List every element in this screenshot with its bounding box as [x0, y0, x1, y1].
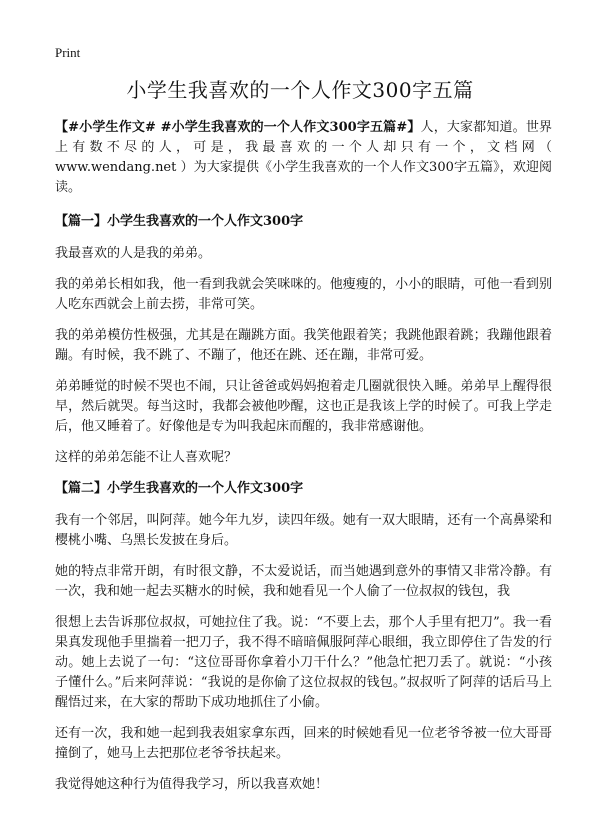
paragraph: 我最喜欢的人是我的弟弟。	[55, 246, 212, 261]
document-title: 小学生我喜欢的一个人作文300字五篇	[126, 78, 474, 102]
intro-text: 人，大家都知道。世界上有数不尽的人，可是，我最喜欢的一个人却只有一个，文档网（ www.wendang.net ）为大家提供《小学生我喜欢的一个人作文300字五篇》，欢迎阅读。	[55, 120, 552, 195]
intro-paragraph	[55, 118, 552, 198]
intro-tag: 【#小学生作文# #小学生我喜欢的一个人作文300字五篇#】	[55, 120, 421, 135]
section-heading-2: 【篇二】小学生我喜欢的一个人作文300字	[55, 481, 304, 496]
paragraph: 这样的弟弟怎能不让人喜欢呢？	[55, 450, 238, 465]
print-label: Print	[55, 45, 81, 60]
paragraph: 我的弟弟模仿性极强，尤其是在蹦跳方面。我笑他跟着笑；我跳他跟着跳；我蹦他跟着蹦。有时候，我不跳了、不蹦了，他还在跳、还在蹦，非常可爱。	[55, 328, 552, 363]
paragraph: 弟弟睡觉的时候不哭也不闹，只让爸爸或妈妈抱着走几圈就很快入睡。弟弟早上醒得很早，然后就哭。每当这时，我都会被他吵醒，这也正是我该上学的时候了。可我上学走后，他又睡着了。好像他是专为叫我起床而醒的，我非常感谢他。	[55, 379, 552, 434]
article-body	[55, 118, 552, 806]
paragraph: 还有一次，我和她一起到我表姐家拿东西，回来的时候她看见一位老爷爷被一位大哥哥撞倒了，她马上去把那位老爷爷扶起来。	[55, 726, 552, 761]
section-heading-1: 【篇一】小学生我喜欢的一个人作文300字	[55, 214, 304, 229]
paragraph: 我的弟弟长相如我，他一看到我就会笑咪咪的。他瘦瘦的，小小的眼睛，可他一看到别人吃东西就会上前去捞，非常可笑。	[55, 277, 552, 312]
paragraph: 很想上去告诉那位叔叔，可她拉住了我。说：“不要上去，那个人手里有把刀”。我一看果真发现他手里揣着一把刀子，我不得不暗暗佩服阿萍心眼细，我立即停住了告发的行动。她上去说了一句：“这位哥哥你拿着小刀干什么？”他急忙把刀丢了。就说：“小孩子懂什么。”后来阿萍说：“我说的是你偷了这位叔叔的钱包。”叔叔听了阿萍的话后马上醒悟过来，在大家的帮助下成功地抓住了小偷。	[55, 615, 552, 710]
paragraph: 我觉得她这种行为值得我学习，所以我喜欢她！	[55, 777, 329, 792]
paragraph: 我有一个邻居，叫阿萍。她今年九岁，读四年级。她有一双大眼睛，还有一个高鼻梁和樱桃小嘴、乌黑长发披在身后。	[55, 513, 552, 548]
paragraph: 她的特点非常开朗，有时很文静，不太爱说话，而当她遇到意外的事情又非常冷静。有一次，我和她一起去买糖水的时候，我和她看见一个人偷了一位叔叔的钱包，我	[55, 564, 552, 599]
